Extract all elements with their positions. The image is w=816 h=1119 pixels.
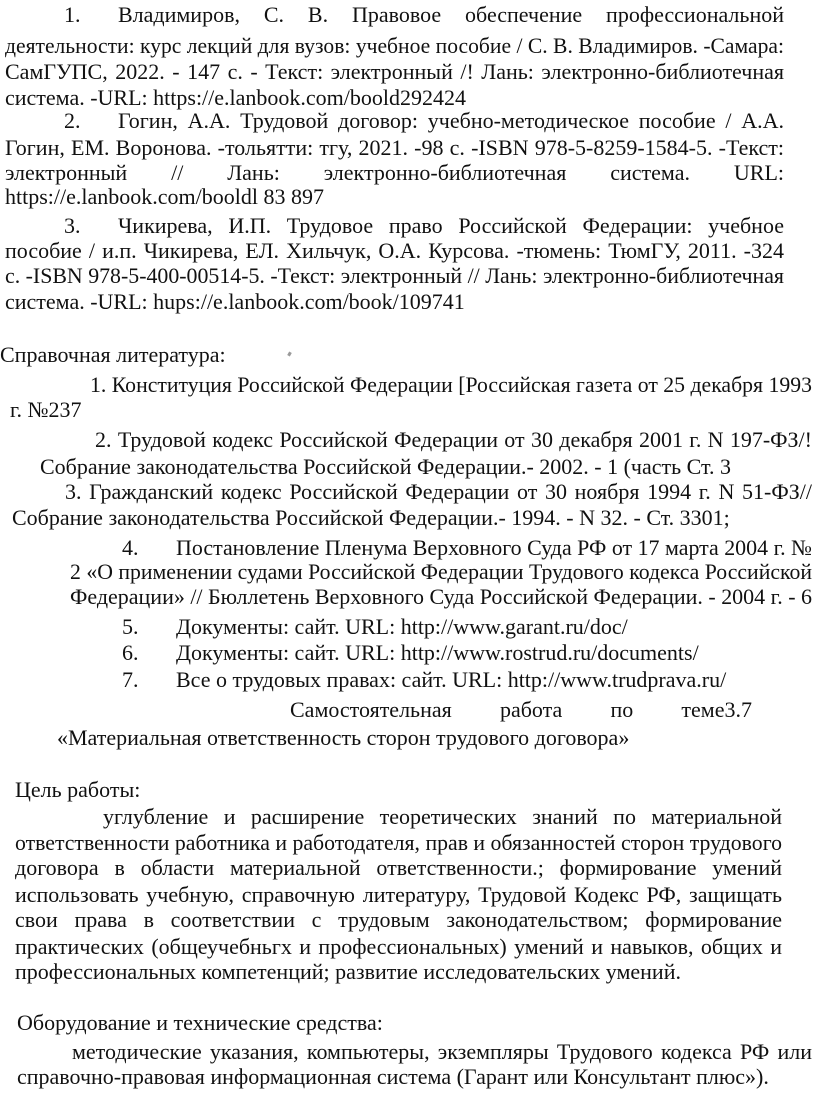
goal-line: ответственности работника и работодателя, прав и обязанностей сторон трудового [15, 830, 782, 855]
equipment-heading: Оборудование и технические средства: [17, 1010, 383, 1035]
goal-line: практических (общеучебньгх и профессиональных) умений и навыков, общих и [15, 934, 782, 959]
item-number: 4. [122, 535, 139, 560]
text-line: система. -URL: hups://e.lanbook.com/book/109741 [5, 289, 465, 314]
text-line: Чикирева, И.П. Трудовое право Российской Федерации: учебное [118, 213, 784, 238]
reference-line: 3. Гражданский кодекс Российской Федерации от 30 ноября 1994 г. N 51-ФЗ// [65, 479, 812, 504]
reference-line: Федерации» // Бюллетень Верховного Суда Российской Федерации. - 2004 г. - 6 [70, 584, 812, 609]
equipment-line: методические указания, компьютеры, экземпляры Трудового кодекса РФ или [72, 1039, 812, 1064]
goal-heading: Цель работы: [15, 777, 141, 802]
reference-heading: Справочная литература: [0, 342, 226, 367]
item-number: 1. [64, 2, 81, 27]
text-line: СамГУПС, 2022. - 147 с. - Текст: электронный /! Лань: электронно-библиотечная [5, 59, 784, 84]
goal-line: углубление и расширение теоретических знаний по материальной [103, 804, 782, 829]
text-line: деятельности: курс лекций для вузов: учебное пособие / С. В. Владимиров. -Самара: [5, 33, 784, 58]
text-line: электронный // Лань: электронно-библиотечная система. URL: [5, 160, 784, 185]
reference-line: 2. Трудовой кодекс Российской Федерации от 30 декабря 2001 г. N 197-ФЗ/! [95, 427, 812, 452]
reference-link-rostrud[interactable]: Документы: сайт. URL: http://www.rostrud.ru/documents/ [176, 640, 699, 665]
reference-line: Собрание законодательства Российской Федерации.- 2002. - 1 (часть Ст. 3 [40, 454, 732, 479]
goal-line: свои права в соответствии с трудовым законодательством; формирование [15, 907, 782, 932]
assignment-subtitle: «Материальная ответственность сторон трудового договора» [57, 725, 630, 750]
item-number: 7. [122, 667, 139, 692]
text-line: https://e.lanbook.com/booldl 83 897 [5, 184, 324, 209]
text-line: пособие / и.п. Чикирева, ЕЛ. Хильчук, О.А. Курсова. -тюмень: ТюмГУ, 2011. -324 [5, 238, 784, 263]
goal-line: использовать учебную, справочную литературу, Трудовой Кодекс РФ, защищать [15, 882, 782, 907]
goal-line: профессиональных компетенций; развитие исследовательских умений. [15, 959, 681, 984]
assignment-title: Самостоятельная работа по теме3.7 [290, 697, 752, 722]
item-number: 5. [122, 614, 139, 639]
reference-line: Постановление Пленума Верховного Суда РФ от 17 марта 2004 г. № [176, 535, 812, 560]
reference-line: 2 «О применении судами Российской Федерации Трудового кодекса Российской [70, 559, 812, 584]
reference-link-trudprava[interactable]: Все о трудовых правах: сайт. URL: http://www.trudprava.ru/ [176, 667, 727, 692]
reference-line: 1. Конституция Российской Федерации [Российская газета от 25 декабря 1993 [90, 372, 812, 397]
text-line: Владимиров, С. В. Правовое обеспечение профессиональной [118, 2, 784, 27]
scan-speck [287, 352, 292, 357]
text-line: Гогин, ЕМ. Воронова. -тольятти: тгу, 2021. -98 с. -ISBN 978-5-8259-1584-5. -Текст: [5, 135, 784, 160]
goal-line: договора в области материальной ответственности.; формирование умений [15, 855, 782, 880]
reference-line: Собрание законодательства Российской Федерации.- 1994. - N 32. - Ст. 3301; [12, 505, 730, 530]
item-number: 6. [122, 640, 139, 665]
item-number: 3. [64, 213, 81, 238]
reference-line: г. №237 [10, 397, 82, 422]
item-number: 2. [64, 108, 81, 133]
text-line: с. -ISBN 978-5-400-00514-5. -Текст: электронный // Лань: электронно-библиотечная [5, 263, 784, 288]
text-line: Гогин, А.А. Трудовой договор: учебно-методическое пособие / А.А. [118, 108, 784, 133]
text-line: система. -URL: https://e.lanbook.com/boold292424 [5, 85, 467, 110]
reference-link-garant[interactable]: Документы: сайт. URL: http://www.garant.ru/doc/ [176, 614, 628, 639]
equipment-line: справочно-правовая информационная система (Гарант или Консультант плюс»). [17, 1064, 769, 1089]
